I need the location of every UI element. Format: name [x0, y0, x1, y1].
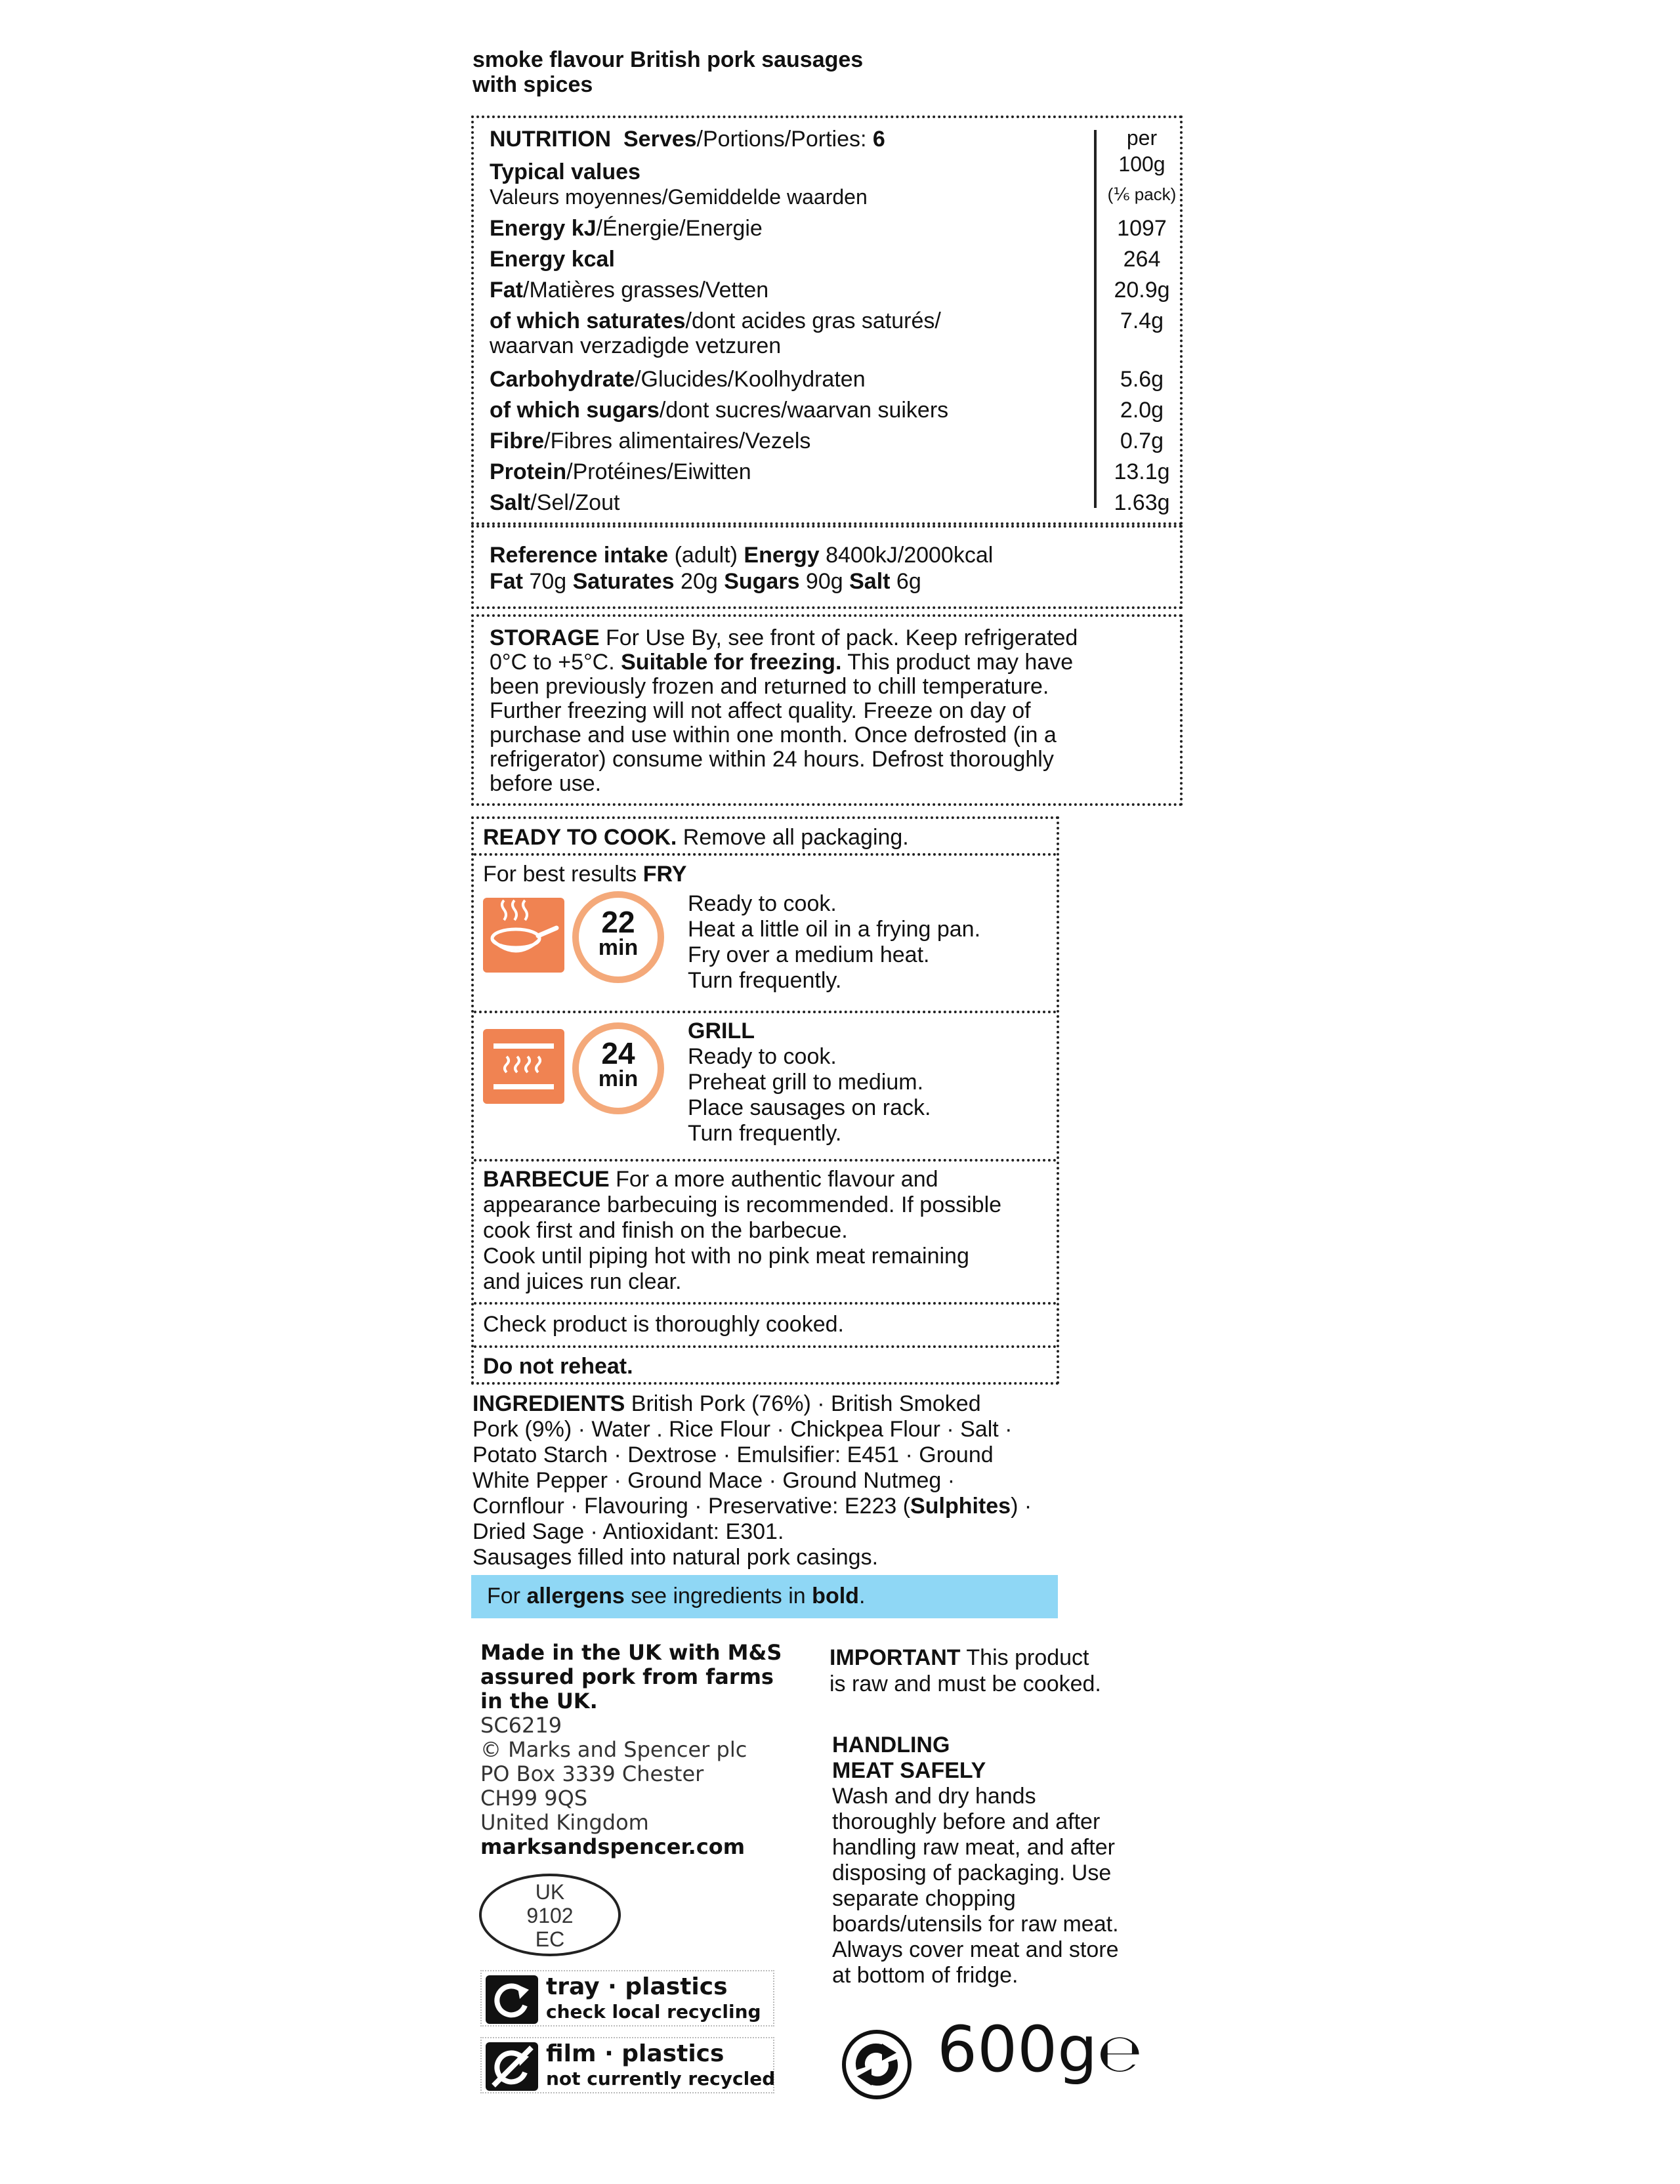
- frying-pan-icon: [483, 898, 564, 973]
- nutrition-row-saturates-line2: waarvan verzadigde vetzuren: [490, 333, 782, 358]
- fry-time-badge: 22 min: [572, 891, 664, 983]
- nutrition-value-saturates: 7.4g: [1120, 308, 1164, 333]
- serves-value: 6: [872, 127, 885, 152]
- origin-info: Made in the UK with M&S assured pork from farms in the UK. SC6219 © Marks and Spencer plc PO Box 3339 Chester CH99 9QS United Kingdom marksandspencer.com: [480, 1641, 822, 1859]
- nutrition-row-saturates: of which saturates/dont acides gras saturés/: [490, 308, 941, 333]
- per-pack-note: (⅙ pack): [1107, 184, 1177, 204]
- serves-translations: /Portions/Porties:: [696, 127, 873, 152]
- storage-instructions: STORAGE For Use By, see front of pack. Keep refrigerated 0°C to +5°C. Suitable for freezing. This product may have been previously frozen and returned to chill temperature. Further freezing will not affect quality. Freeze on day of purchase and use within one month. Once defrosted (in a refrigerator) consume within 24 hours. Defrost thoroughly before use.: [471, 614, 1183, 806]
- recycling-tray: tray · plastics check local recycling: [480, 1970, 774, 2026]
- reference-intake-line2: Fat 70g Saturates 20g Sugars 90g Salt 6g: [490, 569, 921, 594]
- allergen-notice: For allergens see ingredients in bold.: [471, 1575, 1058, 1618]
- barbecue-title: BARBECUE: [483, 1167, 610, 1192]
- nutrition-row-carbohydrate: Carbohydrate/Glucides/Koolhydraten: [490, 367, 866, 392]
- cooking-instructions: [471, 816, 1059, 1385]
- grill-icon: [483, 1029, 564, 1104]
- estimated-sign: ℮: [1097, 2023, 1143, 2084]
- ready-to-cook-row: READY TO COOK. Remove all packaging.: [474, 819, 1057, 856]
- important-title: IMPORTANT: [830, 1645, 961, 1670]
- serves-label: Serves: [623, 127, 697, 152]
- not-recycled-icon: [486, 2042, 538, 2091]
- nutrition-row-energy-kj: Energy kJ/Énergie/Energie: [490, 216, 763, 241]
- product-title-line2: with spices: [472, 72, 593, 97]
- handling-title: HANDLING MEAT SAFELY: [832, 1732, 986, 1783]
- per-100g-label: per 100g: [1118, 126, 1166, 176]
- barbecue-section: BARBECUE For a more authentic flavour and appearance barbecuing is recommended. If possible cook first and finish on the barbecue. Cook until piping hot with no pink meat remaining and juices run clear.: [474, 1162, 1057, 1305]
- typical-values-translations: Valeurs moyennes/Gemiddelde waarden: [490, 185, 868, 209]
- do-not-reheat-row: Do not reheat.: [483, 1354, 633, 1379]
- typical-values-label: Typical values: [490, 159, 640, 184]
- fry-steps: Ready to cook. Heat a little oil in a frying pan. Fry over a medium heat. Turn frequently.: [688, 891, 981, 993]
- ingredients-title: INGREDIENTS: [472, 1391, 625, 1416]
- green-dot-icon: [841, 2029, 912, 2100]
- check-cooked-row: Check product is thoroughly cooked.: [474, 1305, 1057, 1348]
- grill-title: GRILL: [688, 1018, 755, 1043]
- product-title-line1: smoke flavour British pork sausages: [472, 47, 864, 72]
- nutrition-header: [490, 126, 885, 152]
- nutrition-row-salt: Salt/Sel/Zout: [490, 490, 620, 515]
- nutrition-value-fibre: 0.7g: [1120, 429, 1164, 453]
- ingredients: INGREDIENTS British Pork (76%) · British Smoked Pork (9%) · Water . Rice Flour · Chickpea Flour · Salt · Potato Starch · Dextrose · Emulsifier: E451 · Ground White Pepper · Ground Mace · Ground Nutmeg · Cornflour · Flavouring · Preservative: E223 (Sulphites) · Dried Sage · Antioxidant: E301. Sausages filled into natural pork casings.: [472, 1391, 1032, 1570]
- reference-intake: [471, 525, 1183, 609]
- reference-intake-line1: Reference intake (adult) Energy 8400kJ/2000kcal: [490, 543, 994, 568]
- nutrition-label: NUTRITION: [490, 127, 612, 152]
- nutrition-row-sugars: of which sugars/dont sucres/waarvan suikers: [490, 398, 949, 423]
- nutrition-row-fibre: Fibre/Fibres alimentaires/Vezels: [490, 429, 811, 453]
- nutrition-value-fat: 20.9g: [1114, 278, 1170, 303]
- recycle-arrow-icon: [486, 1975, 538, 2024]
- nutrition-row-protein: Protein/Protéines/Eiwitten: [490, 459, 751, 484]
- product-title: [472, 47, 863, 97]
- recycling-film: film · plastics not currently recycled: [480, 2037, 774, 2093]
- nutrition-value-energy-kcal: 264: [1123, 247, 1161, 272]
- fry-section: For best results FRY 22 min Ready to cook. Heat a little oil in a frying pan. Fry over a medium heat. Turn frequently.: [474, 856, 1057, 1013]
- grill-time-badge: 24 min: [572, 1022, 664, 1114]
- nutrition-value-salt: 1.63g: [1114, 490, 1170, 515]
- nutrition-row-fat: Fat/Matières grasses/Vetten: [490, 278, 769, 303]
- nutrition-value-carbohydrate: 5.6g: [1120, 367, 1164, 392]
- net-weight: 600g℮: [937, 2013, 1143, 2086]
- column-divider: [1094, 130, 1097, 508]
- nutrition-value-sugars: 2.0g: [1120, 398, 1164, 423]
- important-notice: IMPORTANT This product is raw and must be cooked.: [830, 1645, 1101, 1696]
- storage-title: STORAGE: [490, 625, 600, 650]
- nutrition-table: [471, 116, 1183, 525]
- nutrition-value-protein: 13.1g: [1114, 459, 1170, 484]
- nutrition-value-energy-kj: 1097: [1117, 216, 1167, 241]
- health-mark: UK 9102 EC: [479, 1874, 621, 1956]
- grill-steps: GRILL Ready to cook. Preheat grill to medium. Place sausages on rack. Turn frequently.: [688, 1018, 931, 1146]
- nutrition-row-energy-kcal: Energy kcal: [490, 247, 615, 272]
- website: marksandspencer.com: [480, 1834, 746, 1859]
- grill-section: [474, 1013, 1057, 1162]
- handling-meat-safely: HANDLING MEAT SAFELY Wash and dry hands thoroughly before and after handling raw meat, and after disposing of packaging. Use separate chopping boards/utensils for raw meat. Always cover meat and store at bottom of fridge.: [832, 1732, 1186, 1988]
